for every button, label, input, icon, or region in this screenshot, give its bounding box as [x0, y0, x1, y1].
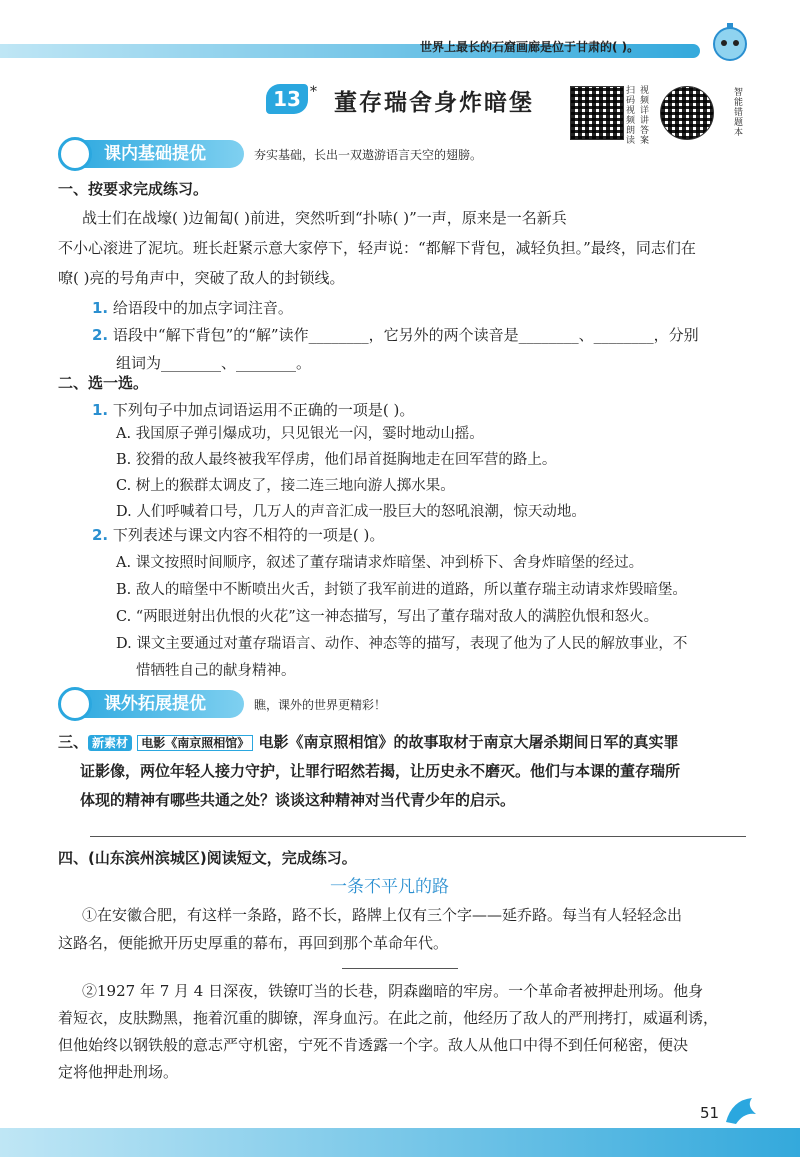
q2-sub2-option-d-cont: 惜牺牲自己的献身精神。: [136, 663, 296, 679]
q2-sub1-option-c: C. 树上的猴群太调皮了，接二连三地向游人掷水果。: [116, 478, 455, 494]
q2-sub1-option-b: B. 狡猾的敌人最终被我军俘虏，他们昂首挺胸地走在回军营的路上。: [116, 452, 557, 468]
q1-para-line2: 不小心滚进了泥坑。班长赶紧示意大家停下，轻声说：“都解下背包，减轻负担。”最终，同志们在: [58, 239, 696, 257]
q2-sub1-option-a: A. 我国原子弹引爆成功，只见银光一闪，霎时地动山摇。: [116, 426, 484, 442]
wheat-icon: [58, 137, 92, 171]
article-p2-line1: ②1927 年 7 月 4 日深夜，铁镣叮当的长巷，阴森幽暗的牢房。一个革命者被押赴刑场。他身: [82, 982, 704, 1000]
section-title-basic: 课内基础提优: [62, 140, 244, 168]
article-title: 一条不平凡的路: [330, 877, 449, 897]
q3-line1: 电影《南京照相馆》的故事取材于南京大屠杀期间日军的真实罪: [258, 733, 679, 751]
q2-heading: 二、选一选。: [58, 374, 149, 392]
article-p1-line1: ①在安徽合肥，有这样一条路，路不长，路牌上仅有三个字——延乔路。每当有人轻轻念出: [82, 906, 683, 924]
qr-side-label: 视频详讲答案: [640, 86, 650, 146]
q2-sub2-option-d: D. 课文主要通过对董存瑞语言、动作、神态等的描写，表现了他为了人民的解放事业，不: [116, 636, 688, 652]
q3-line3: 体现的精神有哪些共通之处？谈谈这种精神对当代青少年的启示。: [80, 791, 516, 809]
qr-code-video[interactable]: [570, 86, 624, 140]
q2-sub1-text: 下列句子中加点词语运用不正确的一项是( )。: [112, 401, 415, 419]
q3-line2: 证影像，两位年轻人接力守护，让罪行昭然若揭，让历史永不磨灭。他们与本课的董存瑞所: [80, 762, 681, 780]
q2-sub2-num: 2.: [92, 526, 109, 544]
lesson-number: 13: [266, 84, 308, 114]
robot-mascot-icon: [708, 20, 752, 64]
article-p1-line2: 这路名，便能掀开历史厚重的幕布，再回到那个革命年代。: [58, 934, 449, 952]
dolphin-icon: [58, 687, 92, 721]
section-title-extend: 课外拓展提优: [62, 690, 244, 718]
q1-sub1-text: 给语段中的加点字词注音。: [112, 299, 293, 317]
q2-sub2-option-c: C. “两眼迸射出仇恨的火花”这一神态描写，写出了董存瑞对敌人的满腔仇恨和怒火。: [116, 609, 659, 625]
q2-sub2-option-a: A. 课文按照时间顺序，叙述了董存瑞请求炸暗堡、冲到桥下、舍身炸暗堡的经过。: [116, 555, 644, 571]
q1-para-line3: 嘹( )亮的号角声中，突破了敌人的封锁线。: [58, 269, 345, 287]
q2-sub2-option-b: B. 敌人的暗堡中不断喷出火舌，封锁了我军前进的道路，所以董存瑞主动请求炸毁暗堡。: [116, 582, 687, 598]
article-p2-line4: 定将他押赴刑场。: [58, 1063, 179, 1081]
new-material-tag: 新素材: [88, 735, 132, 751]
section-subtitle-basic: 夯实基础，长出一双遨游语言天空的翅膀。: [254, 148, 483, 162]
header-question: 世界上最长的石窟画廊是位于甘肃的( )。: [420, 40, 640, 54]
q1-para-line1: 战士们在战壕( )边匍匐( )前进，突然听到“扑哧( )”一声，原来是一名新兵: [82, 209, 567, 227]
lesson-title: 董存瑞舍身炸暗堡: [334, 90, 534, 116]
answer-line[interactable]: [90, 836, 746, 837]
q1-sub2-text: 语段中“解下背包”的“解”读作________，它另外的两个读音是________、________，分别: [112, 326, 699, 344]
dolphin-footer-icon: [722, 1092, 762, 1132]
bottom-banner: [0, 1128, 800, 1157]
article-p2-line2: 着短衣，皮肤黝黑，拖着沉重的脚镣，浑身血污。在此之前，他经历了敌人的严刑拷打，威逼利诱，: [58, 1009, 719, 1027]
qr-label-video: 扫码视频朗读: [626, 86, 636, 146]
qr-code-wrongbook[interactable]: [660, 86, 714, 140]
q2-sub1-num: 1.: [92, 401, 109, 419]
qr-label-wrongbook: 智能错题本: [734, 88, 744, 138]
q2-sub2-text: 下列表述与课文内容不相符的一项是( )。: [112, 526, 385, 544]
article-p2-line3: 但他始终以钢铁般的意志严守机密，宁死不肯透露一个字。敌人从他口中得不到任何秘密，便决: [58, 1036, 689, 1054]
underline-mark: [342, 968, 458, 969]
page-number: 51: [700, 1104, 720, 1122]
section-subtitle-extend: 瞧，课外的世界更精彩！: [254, 698, 387, 712]
q2-sub1-option-d: D. 人们呼喊着口号，几万人的声音汇成一股巨大的怒吼浪潮，惊天动地。: [116, 504, 586, 520]
q1-sub1-num: 1.: [92, 299, 109, 317]
movie-tag: 电影《南京照相馆》: [137, 735, 253, 751]
q1-heading: 一、按要求完成练习。: [58, 180, 209, 198]
lesson-star: *: [310, 84, 317, 100]
q1-sub2-text-cont: 组词为________、________。: [116, 354, 312, 372]
q4-heading: 四、(山东滨州滨城区)阅读短文，完成练习。: [58, 849, 357, 867]
q3-num: 三、: [58, 733, 89, 751]
q1-sub2-num: 2.: [92, 326, 109, 344]
